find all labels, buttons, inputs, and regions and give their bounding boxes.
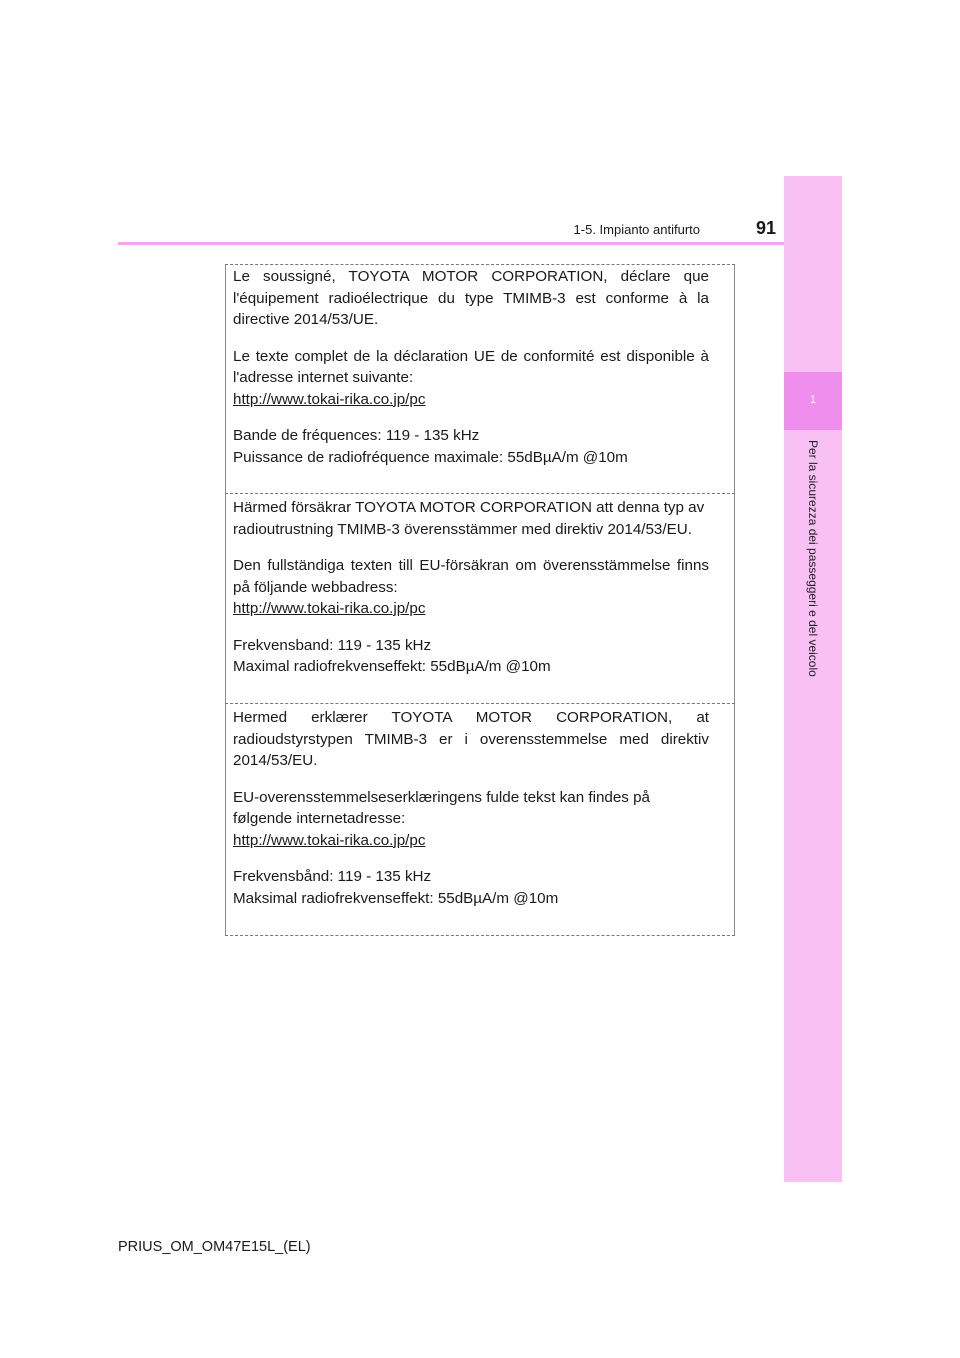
- declaration-line: 2014/53/EU.: [233, 752, 318, 769]
- max-power: Maximal radiofrekvenseffekt: 55dBµA/m @10m: [233, 658, 551, 675]
- document-code: PRIUS_OM_OM47E15L_(EL): [118, 1239, 311, 1255]
- conformity-line: Le texte complet de la déclaration UE de conformité est disponible à: [233, 347, 709, 365]
- declaration-line: directive 2014/53/UE.: [233, 311, 379, 328]
- conformity-line: på följande webbadress:: [233, 578, 398, 596]
- chapter-title: Per la sicurezza dei passeggeri e del veicolo: [806, 440, 820, 677]
- conformity-line: l'adresse internet suivante:: [233, 369, 414, 386]
- max-power: Maksimal radiofrekvenseffekt: 55dBµA/m @10m: [233, 889, 559, 907]
- section-title: 1-5. Impianto antifurto: [573, 222, 700, 237]
- section-divider: [225, 703, 735, 704]
- declaration-url-link[interactable]: http://www.tokai-rika.co.jp/pc: [233, 390, 426, 408]
- declaration-section-french: [233, 266, 709, 468]
- declaration-line: l'équipement radioélectrique du type TMIMB-3 est conforme à la: [233, 289, 709, 307]
- frequency-band: Frekvensband: 119 - 135 kHz: [233, 636, 432, 654]
- declaration-line: radioudstyrstypen TMIMB-3 er i overensstemmelse med direktiv: [233, 730, 709, 748]
- page-number: 91: [755, 218, 776, 238]
- header-rule: [118, 242, 842, 245]
- declaration-url-link[interactable]: http://www.tokai-rika.co.jp/pc: [233, 600, 426, 617]
- max-power: Puissance de radiofréquence maximale: 55dBµA/m @10m: [233, 448, 628, 466]
- conformity-line: følgende internetadresse:: [233, 810, 406, 827]
- declaration-line: radioutrustning TMIMB-3 överensstämmer med direktiv 2014/53/EU.: [233, 520, 692, 538]
- declaration-line: Härmed försäkrar TOYOTA MOTOR CORPORATION att denna typ av: [233, 499, 705, 516]
- box-bottom-border: [225, 935, 735, 936]
- declaration-url-link[interactable]: http://www.tokai-rika.co.jp/pc: [233, 831, 426, 849]
- box-top-border: [225, 264, 735, 265]
- conformity-line: Den fullständiga texten till EU-försäkran om överensstämmelse finns: [233, 557, 709, 574]
- chapter-number: 1: [784, 372, 842, 430]
- conformity-line: EU-overensstemmelseserklæringens fulde tekst kan findes på: [233, 788, 651, 806]
- frequency-band: Bande de fréquences: 119 - 135 kHz: [233, 427, 480, 444]
- declaration-line: Hermed erklærer TOYOTA MOTOR CORPORATION, at: [233, 709, 709, 726]
- section-divider: [225, 493, 735, 494]
- declaration-section-swedish: [233, 497, 709, 678]
- declaration-section-danish: [233, 707, 709, 909]
- declaration-line: Le soussigné, TOYOTA MOTOR CORPORATION, déclare que: [233, 268, 709, 285]
- frequency-band: Frekvensbånd: 119 - 135 kHz: [233, 868, 432, 885]
